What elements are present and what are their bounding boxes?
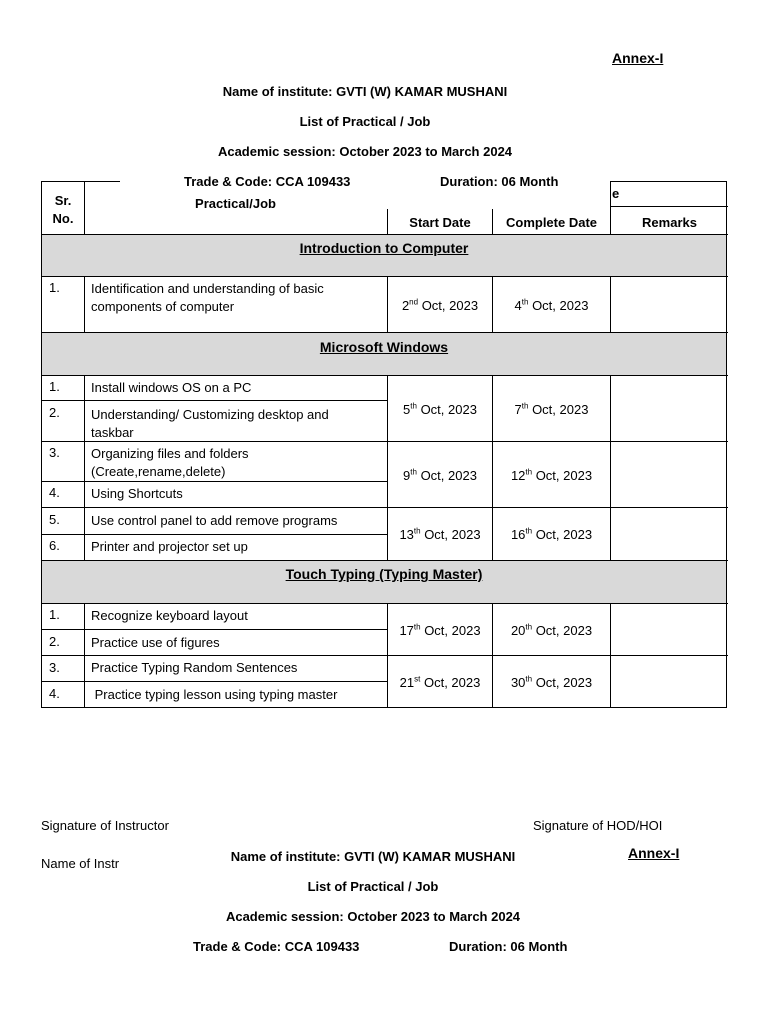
row-sr: 4. bbox=[49, 485, 60, 500]
academic-session-bottom: Academic session: October 2023 to March 2024 bbox=[225, 909, 521, 924]
trade-code-bottom: Trade & Code: CCA 109433 bbox=[193, 939, 360, 954]
complete-date: 16th Oct, 2023 bbox=[510, 526, 593, 542]
list-title: List of Practical / Job bbox=[299, 114, 431, 129]
row-job: Using Shortcuts bbox=[91, 486, 183, 501]
row-sr: 3. bbox=[49, 445, 60, 460]
start-date: 2nd Oct, 2023 bbox=[401, 297, 479, 313]
row-sr: 1. bbox=[49, 607, 60, 622]
institute-name-bottom: Name of institute: GVTI (W) KAMAR MUSHANI bbox=[230, 849, 516, 864]
row-job: Use control panel to add remove programs bbox=[91, 513, 338, 528]
row-job: Practice Typing Random Sentences bbox=[91, 660, 298, 675]
complete-date: 12th Oct, 2023 bbox=[510, 467, 593, 483]
row-sr: 1. bbox=[49, 379, 60, 394]
row-job: Practice typing lesson using typing master bbox=[91, 687, 338, 702]
row-job: Practice use of figures bbox=[91, 635, 220, 650]
complete-date: 4th Oct, 2023 bbox=[514, 297, 589, 313]
row-job: Recognize keyboard layout bbox=[91, 608, 248, 623]
section-title: Touch Typing (Typing Master) bbox=[285, 566, 483, 582]
trade-code: Trade & Code: CCA 109433 bbox=[184, 174, 351, 189]
header-cut-e: e bbox=[612, 186, 620, 201]
signature-instructor: Signature of Instructor bbox=[41, 818, 169, 833]
header-remarks: Remarks bbox=[642, 215, 697, 230]
start-date: 13th Oct, 2023 bbox=[399, 526, 481, 542]
duration: Duration: 06 Month bbox=[440, 174, 559, 189]
header-complete-date: Complete Date bbox=[505, 215, 598, 230]
row-sr: 4. bbox=[49, 686, 60, 701]
complete-date: 7th Oct, 2023 bbox=[514, 401, 589, 417]
row-job: Understanding/ Customizing desktop and taskbar bbox=[91, 407, 329, 440]
row-sr: 5. bbox=[49, 512, 60, 527]
complete-date: 20th Oct, 2023 bbox=[510, 622, 593, 638]
row-sr: 2. bbox=[49, 405, 60, 420]
header-sr: Sr. bbox=[54, 193, 72, 208]
duration-bottom: Duration: 06 Month bbox=[449, 939, 568, 954]
row-job: Organizing files and folders (Create,rename,delete) bbox=[91, 446, 249, 479]
row-job: Identification and understanding of basic components of computer bbox=[91, 281, 324, 314]
header-practical: Practical/Job bbox=[195, 199, 276, 210]
header-start-date: Start Date bbox=[409, 215, 471, 230]
start-date: 9th Oct, 2023 bbox=[403, 467, 477, 483]
list-title-bottom: List of Practical / Job bbox=[307, 879, 439, 894]
annex-label: Annex-I bbox=[612, 50, 664, 66]
signature-hod: Signature of HOD/HOI bbox=[533, 818, 663, 833]
row-sr: 3. bbox=[49, 660, 60, 675]
header-no: No. bbox=[52, 211, 74, 226]
section-title: Introduction to Computer bbox=[299, 240, 469, 256]
start-date: 5th Oct, 2023 bbox=[403, 401, 477, 417]
section-row bbox=[42, 235, 726, 276]
row-job: Install windows OS on a PC bbox=[91, 380, 252, 395]
section-row bbox=[42, 561, 726, 603]
row-sr: 1. bbox=[49, 280, 60, 295]
academic-session: Academic session: October 2023 to March 2024 bbox=[217, 144, 513, 159]
annex-label-bottom: Annex-I bbox=[628, 845, 680, 861]
name-of-instructor: Name of Instr bbox=[41, 856, 120, 871]
section-row bbox=[42, 333, 726, 375]
row-sr: 2. bbox=[49, 634, 60, 649]
complete-date: 30th Oct, 2023 bbox=[510, 674, 593, 690]
row-job: Printer and projector set up bbox=[91, 539, 248, 554]
start-date: 17th Oct, 2023 bbox=[399, 622, 481, 638]
practical-table bbox=[41, 181, 727, 708]
section-title: Microsoft Windows bbox=[319, 339, 449, 355]
institute-name: Name of institute: GVTI (W) KAMAR MUSHANI bbox=[222, 84, 508, 99]
start-date: 21st Oct, 2023 bbox=[399, 674, 481, 690]
row-sr: 6. bbox=[49, 538, 60, 553]
